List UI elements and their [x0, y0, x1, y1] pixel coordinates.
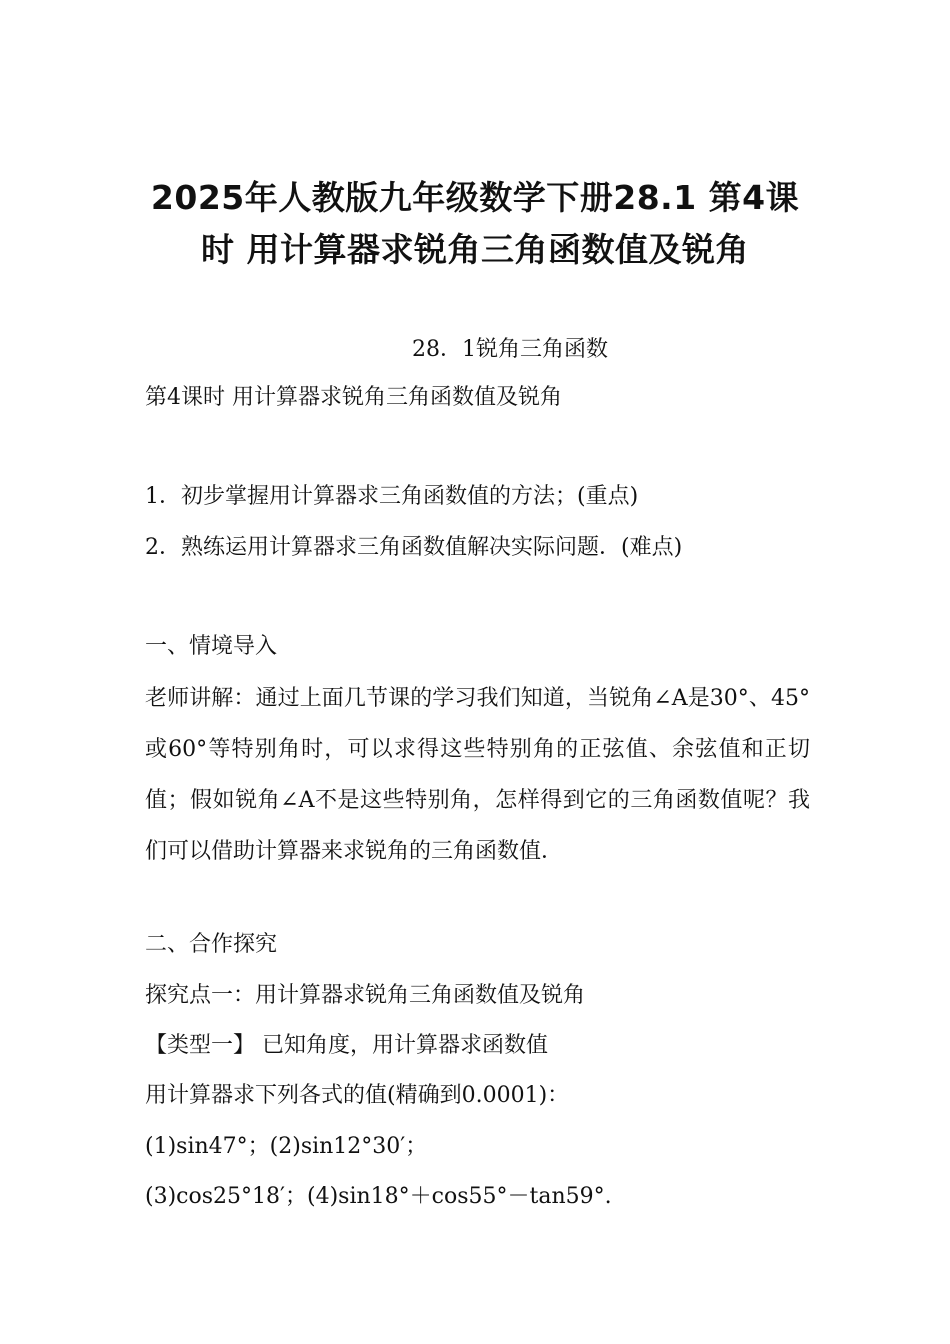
part1-heading: 一、情境导入 — [145, 634, 278, 659]
explore-point-heading: 探究点一：用计算器求锐角三角函数值及锐角 — [145, 983, 586, 1008]
title-line-1: 2025年人教版九年级数学下册28.1 第4课 — [150, 178, 800, 217]
part2-heading: 二、合作探究 — [145, 932, 278, 957]
type-heading: 【类型一】 已知角度，用计算器求函数值 — [145, 1033, 548, 1058]
exercise-line-2: (3)cos25°18′；(4)sin18°＋cos55°－tan59°. — [145, 1184, 612, 1209]
section-heading: 28．1锐角三角函数 — [412, 337, 608, 362]
lesson-heading: 第4课时 用计算器求锐角三角函数值及锐角 — [145, 385, 562, 410]
document-title — [120, 172, 830, 276]
objective-item-2: 2．熟练运用计算器求三角函数值解决实际问题．(难点) — [145, 535, 683, 560]
exercise-line-1: (1)sin47°；(2)sin12°30′； — [145, 1134, 428, 1159]
exercise-prompt: 用计算器求下列各式的值(精确到0.0001)： — [145, 1083, 570, 1108]
part1-paragraph: 老师讲解：通过上面几节课的学习我们知道，当锐角∠A是30°、45°或60°等特别角时，可以求得这些特别角的正弦值、余弦值和正切值；假如锐角∠A不是这些特别角，怎样得到它的三角函数值呢？我们可以借助计算器来求锐角的三角函数值． — [145, 686, 810, 864]
objective-item-1: 1．初步掌握用计算器求三角函数值的方法；(重点) — [145, 484, 639, 509]
title-line-2: 时 用计算器求锐角三角函数值及锐角 — [201, 230, 749, 269]
